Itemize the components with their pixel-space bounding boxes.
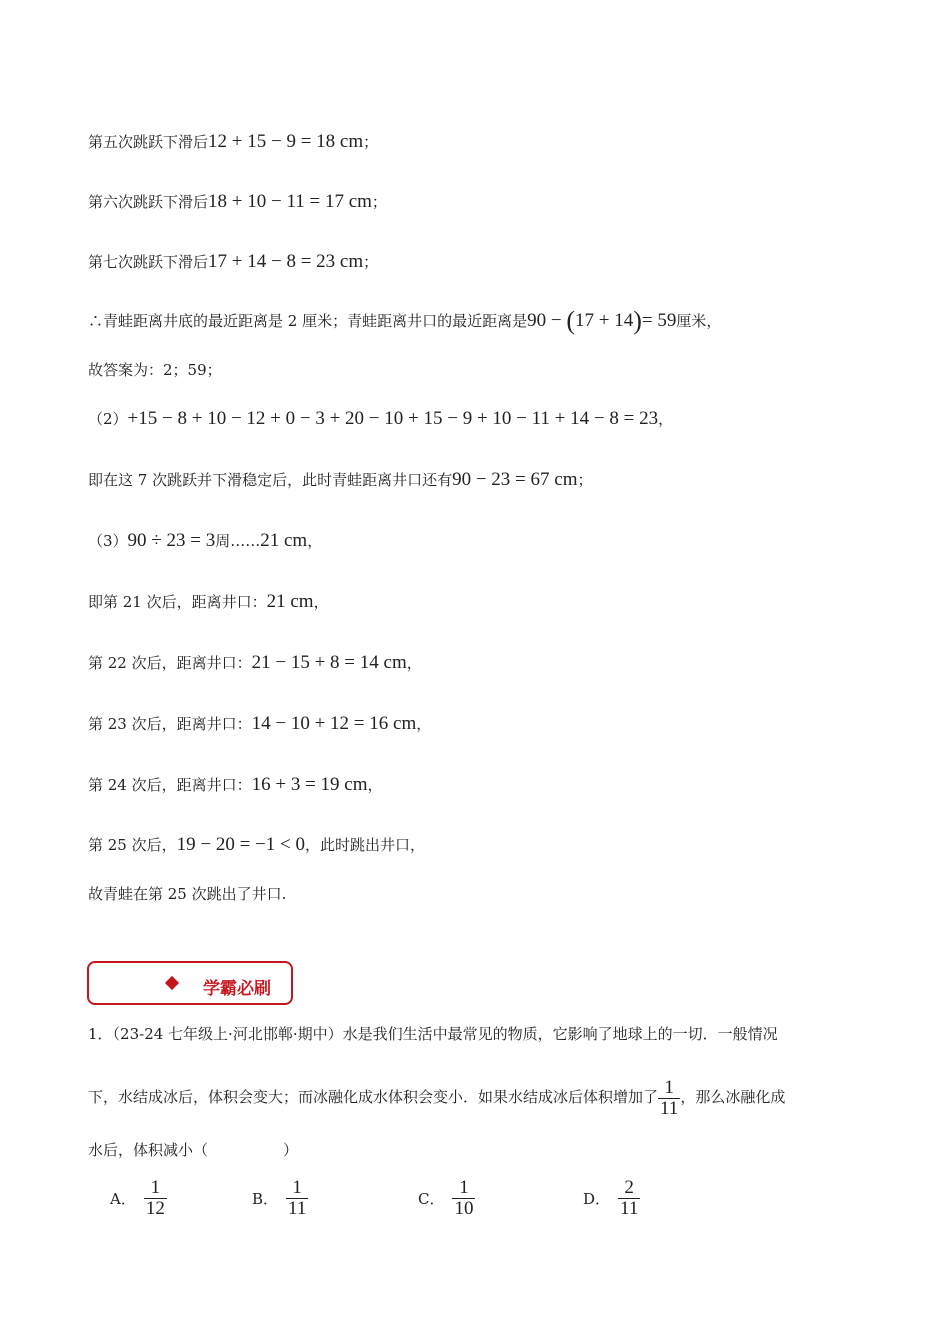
line-end: ； — [363, 133, 379, 151]
option-d[interactable] — [583, 1178, 640, 1219]
line-end: ， — [307, 532, 323, 550]
line-end: ； — [371, 193, 387, 211]
fraction — [658, 1078, 680, 1119]
question-text: 下，水结成冰后，体积会变大；而冰融化成水体积会变小．如果水结成冰后体积增加了 — [88, 1088, 659, 1106]
line-text: 第 24 次后，距离井口： — [88, 776, 252, 794]
solution-line-part2 — [88, 409, 673, 429]
line-end: ， — [658, 410, 674, 428]
line-text: 第五次跳跃下滑后 — [88, 133, 209, 151]
math-expression-2: 21 cm — [260, 530, 308, 551]
solution-line-6th-jump — [88, 192, 387, 212]
line-text: 第七次跳跃下滑后 — [88, 253, 209, 271]
math-expression: 14 − 10 + 12 = 16 cm — [251, 713, 417, 734]
line-text: （2） — [88, 410, 128, 428]
fraction-denominator: 11 — [288, 1198, 307, 1219]
line-mid: 周…… — [215, 532, 261, 550]
fraction-numerator: 1 — [292, 1177, 302, 1198]
fraction-denominator: 10 — [454, 1198, 474, 1219]
math-expression: 90 ÷ 23 = 3 — [127, 530, 216, 551]
math-expression: 16 + 3 = 19 cm — [251, 774, 368, 795]
fraction-numerator: 1 — [150, 1177, 161, 1198]
math-expression: 21 − 15 + 8 = 14 cm — [251, 652, 407, 673]
line-text: 第六次跳跃下滑后 — [88, 193, 209, 211]
question-text: 水后，体积减小（ ） — [88, 1141, 299, 1159]
line-text: ∴青蛙距离井底的最近距离是 2 厘米；青蛙距离井口的最近距离是 — [88, 312, 528, 330]
line-text: 第 25 次后， — [88, 836, 177, 854]
fraction-numerator: 2 — [624, 1177, 634, 1198]
math-expression: 90 − 23 = 67 cm — [452, 469, 578, 490]
line-end: ， — [416, 715, 432, 733]
solution-line-part2-result — [88, 470, 593, 490]
question-line-1 — [88, 1024, 778, 1044]
option-label: C． — [418, 1190, 445, 1208]
solution-line-22nd — [88, 653, 422, 673]
line-end: ， — [367, 776, 383, 794]
solution-line-5th-jump — [88, 132, 378, 152]
fraction-denominator: 11 — [660, 1097, 679, 1119]
solution-line-conclusion — [88, 884, 286, 904]
option-c[interactable] — [418, 1178, 475, 1219]
line-end: 厘米， — [676, 312, 722, 330]
math-expression: 17 + 14 − 8 = 23 cm — [208, 251, 364, 272]
line-end: ； — [577, 471, 593, 489]
option-fraction — [452, 1178, 475, 1219]
math-expression-a: 90 − — [527, 310, 567, 331]
section-title: 学霸必刷 — [203, 979, 271, 999]
line-text: 第 22 次后，距离井口： — [88, 654, 252, 672]
option-fraction — [618, 1178, 640, 1219]
question-text: 1．（23-24 七年级上·河北邯郸·期中）水是我们生活中最常见的物质，它影响了地球上的一切．一般情况 — [88, 1025, 778, 1043]
solution-line-24th — [88, 775, 383, 795]
option-label: D． — [583, 1190, 611, 1208]
line-text: 故青蛙在第 25 次跳出了井口. — [88, 885, 287, 903]
option-fraction — [286, 1178, 308, 1219]
fraction-denominator: 11 — [620, 1198, 639, 1219]
fraction-denominator: 12 — [145, 1198, 165, 1219]
option-label: B． — [252, 1190, 279, 1208]
solution-line-25th — [88, 835, 425, 855]
solution-line-23rd — [88, 714, 431, 734]
section-banner — [87, 961, 293, 1005]
question-text-cont: ，那么冰融化成 — [680, 1088, 786, 1106]
math-expression: 21 cm — [266, 591, 314, 612]
line-end: ， — [406, 654, 422, 672]
solution-line-answer — [88, 360, 222, 380]
option-label: A． — [110, 1190, 136, 1208]
math-expression: +15 − 8 + 10 − 12 + 0 − 3 + 20 − 10 + 15 − 9 + 10 − 11 + 14 − 8 = 23 — [127, 408, 659, 429]
math-expression: 19 − 20 = −1 < 0 — [176, 834, 305, 855]
line-text: 故答案为：2；59； — [88, 361, 222, 379]
math-expression: 12 + 15 − 9 = 18 cm — [208, 131, 364, 152]
line-text: 第 23 次后，距离井口： — [88, 715, 252, 733]
solution-line-nearest-distance — [88, 306, 722, 335]
line-end: ，此时跳出井口， — [305, 836, 426, 854]
question-line-3 — [88, 1140, 298, 1160]
math-expression-c: = 59 — [641, 310, 677, 331]
solution-line-21st — [88, 592, 329, 612]
option-b[interactable] — [252, 1178, 308, 1219]
question-line-2 — [88, 1077, 785, 1119]
option-fraction — [144, 1178, 167, 1219]
line-text: （3） — [88, 532, 128, 550]
math-expression: 18 + 10 − 11 = 17 cm — [208, 191, 372, 212]
math-expression-b: 17 + 14 — [574, 310, 634, 331]
diamond-icon — [165, 976, 179, 990]
line-end: ， — [313, 593, 329, 611]
line-text: 即第 21 次后，距离井口： — [88, 593, 267, 611]
line-end: ； — [363, 253, 379, 271]
fraction-numerator: 1 — [459, 1177, 469, 1198]
right-paren: ) — [633, 306, 642, 335]
option-a[interactable] — [110, 1178, 167, 1219]
fraction-numerator: 1 — [664, 1076, 674, 1098]
solution-line-part3 — [88, 531, 322, 551]
left-paren: ( — [566, 306, 575, 335]
line-text: 即在这 7 次跳跃并下滑稳定后，此时青蛙距离井口还有 — [88, 471, 453, 489]
solution-line-7th-jump — [88, 252, 378, 272]
